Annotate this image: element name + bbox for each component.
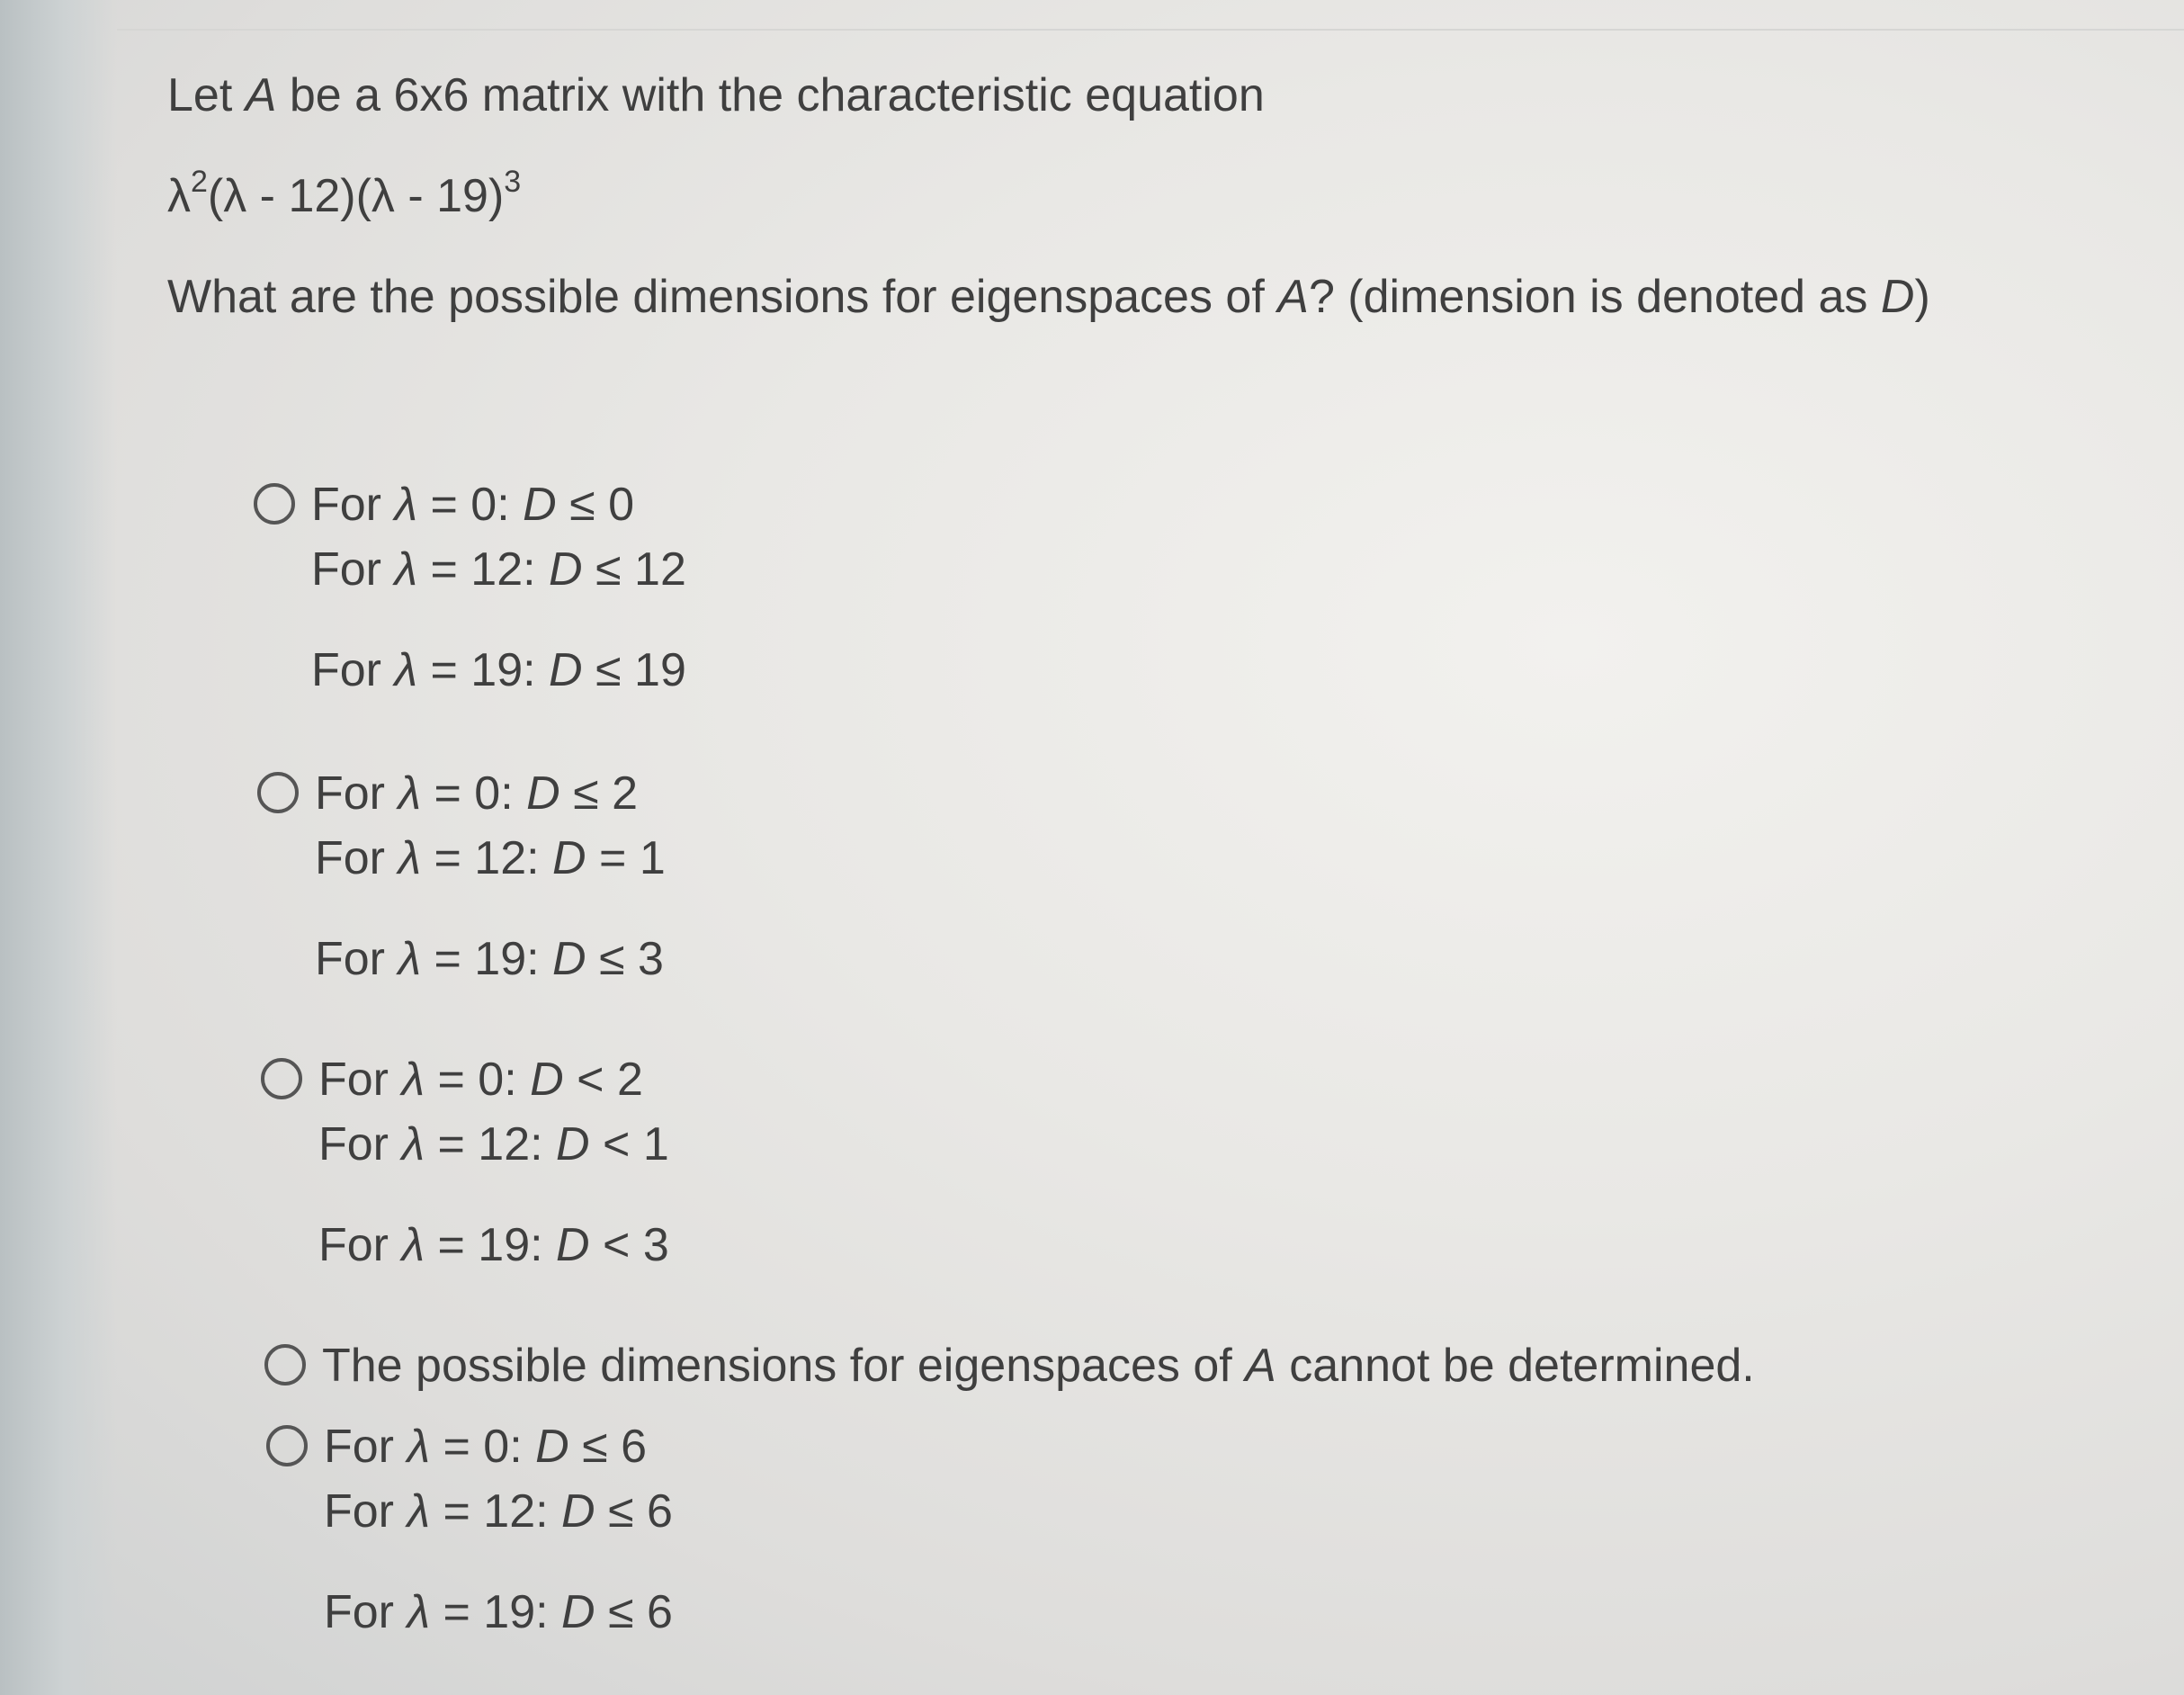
answer-option-4[interactable]: [264, 1333, 1755, 1398]
top-divider: [117, 29, 2184, 31]
radio-button[interactable]: [257, 772, 299, 813]
radio-button[interactable]: [264, 1344, 306, 1386]
option-line: For λ = 19: D < 3: [318, 1219, 669, 1271]
option-line: For λ = 19: D ≤ 6: [324, 1586, 673, 1638]
question-prompt: What are the possible dimensions for eigenspaces of A? (dimension is denoted as D): [167, 271, 1930, 323]
question-intro: Let A be a 6x6 matrix with the characteristic equation: [167, 69, 1265, 121]
option-line: The possible dimensions for eigenspaces of A cannot be determined.: [322, 1340, 1755, 1392]
radio-button[interactable]: [261, 1058, 302, 1099]
option-line: For λ = 0: D < 2: [318, 1054, 643, 1106]
radio-button[interactable]: [254, 483, 295, 525]
answer-option-1[interactable]: [254, 472, 686, 703]
option-line: For λ = 12: D ≤ 6: [324, 1485, 673, 1538]
background-edge: [0, 0, 117, 1695]
answer-option-5[interactable]: [266, 1414, 673, 1645]
option-line: For λ = 12: D = 1: [315, 832, 666, 884]
answer-option-2[interactable]: [257, 761, 666, 991]
option-line: For λ = 12: D < 1: [318, 1118, 669, 1170]
option-line: For λ = 0: D ≤ 0: [311, 479, 635, 531]
option-line: For λ = 0: D ≤ 6: [324, 1421, 648, 1473]
answer-option-3[interactable]: [261, 1047, 669, 1278]
radio-button[interactable]: [266, 1425, 308, 1466]
option-line: For λ = 19: D ≤ 3: [315, 933, 664, 985]
option-line: For λ = 0: D ≤ 2: [315, 767, 639, 820]
option-line: For λ = 12: D ≤ 12: [311, 543, 686, 596]
option-line: For λ = 19: D ≤ 19: [311, 644, 686, 696]
question-block: [167, 63, 2146, 329]
characteristic-equation: $\lambda^2(\lambda - 12)(\lambda - 19)^3$: [167, 165, 522, 222]
